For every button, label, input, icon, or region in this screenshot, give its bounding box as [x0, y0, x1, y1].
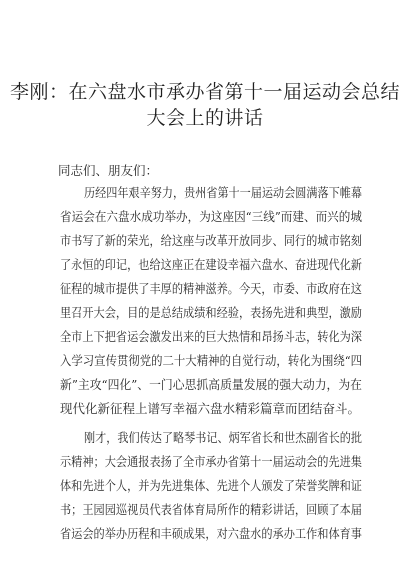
salutation: 同志们、朋友们：: [58, 163, 159, 178]
paragraph-1-line-1: 历经四年艰辛努力，贵州省第十一届运动会圆满落下帷幕: [84, 185, 363, 200]
paragraph-1-line-9: 新”主攻“四化”、一门心思抓高质量发展的强大动力，为在: [60, 377, 363, 392]
paragraph-2-line-2: 示精神；大会通报表扬了全市承办省第十一届运动会的先进集: [60, 454, 363, 469]
paragraph-2-line-5: 省运会的举办历程和丰硕成果，对六盘水的承办工作和体育事: [60, 526, 363, 541]
paragraph-1-line-2: 省运会在六盘水成功举办，为这座因“三线”而建、而兴的城: [60, 209, 363, 224]
paragraph-2-line-3: 体和先进个人，并为先进集体、先进个人颁发了荣誉奖牌和证: [60, 478, 363, 493]
paragraph-1-line-4: 了永恒的印记，也给这座正在建设幸福六盘水、奋进现代化新: [60, 257, 363, 272]
document-title-line-1: 李刚：在六盘水市承办省第十一届运动会总结: [9, 81, 400, 103]
paragraph-1-line-7: 全市上下把省运会激发出来的巨大热情和昂扬斗志，转化为深: [60, 329, 363, 344]
paragraph-1-line-5: 征程的城市提供了丰厚的精神滋养。今天，市委、市政府在这: [60, 281, 363, 296]
paragraph-2-line-1: 刚才，我们传达了略琴书记、炳军省长和世杰副省长的批: [84, 430, 363, 445]
paragraph-1-line-8: 入学习宣传贯彻党的二十大精神的自觉行动，转化为围绕“四: [60, 353, 363, 368]
document-body: [58, 0, 363, 580]
paragraph-2-line-4: 书；王园园巡视员代表省体育局所作的精彩讲话，回顾了本届: [60, 502, 363, 517]
paragraph-1-line-10: 现代化新征程上谱写幸福六盘水精彩篇章而团结奋斗。: [60, 401, 361, 416]
paragraph-1-line-6: 里召开大会，目的是总结成绩和经验，表扬先进和典型，激励: [60, 305, 363, 320]
paragraph-1-line-3: 市书写了新的荣光，给这座与改革开放同步、同行的城市铭刻: [60, 233, 363, 248]
document-title-line-2: 大会上的讲话: [146, 107, 264, 129]
